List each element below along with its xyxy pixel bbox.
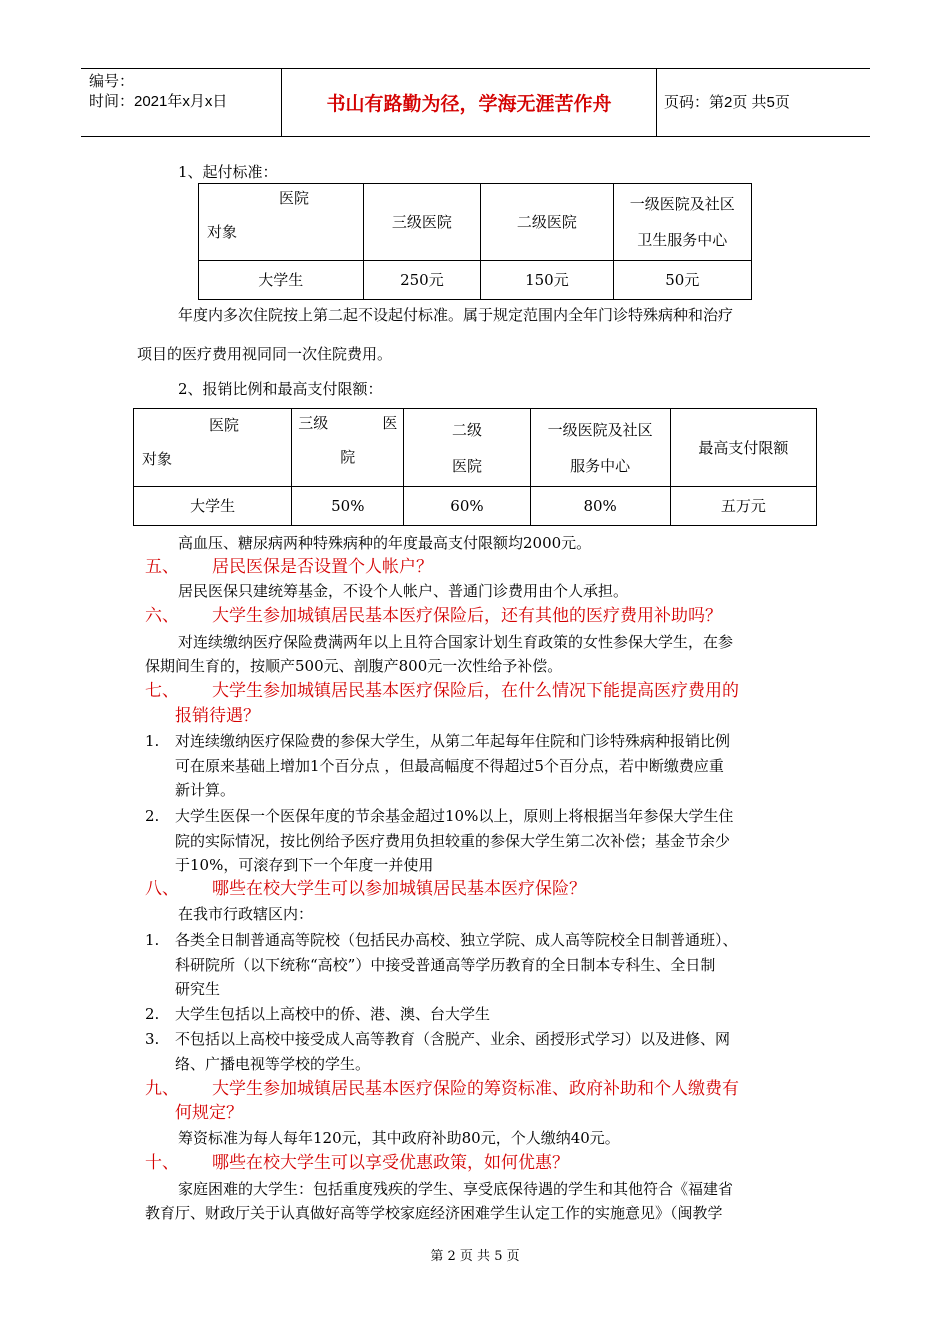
q10-answer-line1: 家庭困难的大学生：包括重度残疾的学生、享受底保待遇的学生和其他符合《福建省 [178, 1180, 734, 1198]
q7-item-2-number: 2. [145, 807, 160, 825]
q5-number: 五、 [145, 557, 179, 577]
table2-cell-tier3: 50% [292, 487, 404, 526]
corner-hospital-label: 医院 [279, 189, 310, 207]
q8-item-2-line1: 大学生包括以上高校中的侨、港、澳、台大学生 [175, 1005, 491, 1023]
table2-col-max: 最高支付限额 [670, 409, 816, 487]
table2-col-tier3-a: 三级 [298, 414, 329, 432]
col-header-tier1 [613, 184, 751, 261]
corner-subject-label: 对象 [207, 223, 238, 241]
q10-answer-line2: 教育厅、财政厅关于认真做好高等学校家庭经济困难学生认定工作的实施意见》（闽教学 [145, 1204, 723, 1222]
q8-item-3-line1: 不包括以上高校中接受成人高等教育（含脱产、业余、函授形式学习）以及进修、网 [175, 1030, 731, 1048]
section2-heading: 2、报销比例和最高支付限额： [178, 380, 383, 398]
table2-col-tier3-c: 院 [340, 448, 356, 466]
q7-item-1-line3: 新计算。 [175, 781, 236, 799]
q8-title: 哪些在校大学生可以参加城镇居民基本医疗保险？ [212, 879, 586, 899]
table2-col-tier1-a: 一级医院及社区 [547, 420, 653, 439]
q9-title-line1: 大学生参加城镇居民基本医疗保险的筹资标准、政府补助和个人缴费有 [212, 1079, 739, 1099]
cell-tier2-value: 150元 [481, 261, 613, 300]
section1-heading: 1、起付标准： [178, 163, 278, 181]
table2-col-tier2-b: 医院 [451, 456, 482, 475]
table2-cell-tier2: 60% [404, 487, 530, 526]
q5-title: 居民医保是否设置个人帐户？ [212, 557, 433, 577]
table2-corner-hospital: 医院 [209, 416, 240, 434]
q6-answer-line1: 对连续缴纳医疗保险费满两年以上且符合国家计划生育政策的女性参保大学生，在参 [178, 633, 734, 651]
header-motto: 书山有路勤为径，学海无涯苦作舟 [326, 93, 612, 115]
table-corner-cell [199, 184, 364, 261]
q6-number: 六、 [145, 606, 179, 626]
q8-item-3-number: 3. [145, 1030, 160, 1048]
deductible-table [198, 183, 752, 300]
q7-item-1-number: 1. [145, 732, 160, 750]
section2-note: 高血压、糖尿病两种特殊病种的年度最高支付限额均2000元。 [178, 534, 592, 552]
q8-item-1-line1: 各类全日制普通高等院校（包括民办高校、独立学院、成人高等院校全日制普通班）、 [175, 931, 738, 949]
page-footer: 第 2 页 共 5 页 [430, 1249, 520, 1264]
q9-answer: 筹资标准为每人每年120元，其中政府补助80元，个人缴纳40元。 [178, 1129, 620, 1147]
q7-item-1-line2: 可在原来基础上增加1个百分点 ，但最高幅度不得超过5个百分点，若中断缴费应重 [175, 757, 724, 775]
col-header-tier1-line2: 卫生服务中心 [637, 231, 728, 249]
q8-item-1-line2: 科研院所（以下统称“高校”）中接受普通高等学历教育的全日制本专科生、全日制 [175, 956, 716, 974]
q7-item-2-line2: 院的实际情况，按比例给予医疗费用负担较重的参保大学生第二次补偿；基金节余少 [175, 832, 731, 850]
q10-number: 十、 [145, 1153, 179, 1173]
table2-row-label: 大学生 [134, 487, 292, 526]
q9-number: 九、 [145, 1079, 179, 1099]
q8-number: 八、 [145, 879, 179, 899]
header-page-number: 页码：第2页 共5页 [664, 94, 790, 111]
section1-note-line2: 项目的医疗费用视同同一次住院费用。 [137, 345, 393, 363]
table2-col-tier2 [404, 409, 530, 487]
reimbursement-table [133, 408, 817, 526]
q8-item-1-line3: 研究生 [175, 980, 221, 998]
table2-col-tier3 [292, 409, 404, 487]
table2-corner-subject: 对象 [142, 450, 173, 468]
q6-answer-line2: 保期间生育的，按顺产500元、剖腹产800元一次性给予补偿。 [145, 657, 563, 675]
table2-cell-tier1: 80% [530, 487, 670, 526]
table2-corner-cell [134, 409, 292, 487]
col-header-tier3: 三级医院 [363, 184, 481, 261]
col-header-tier1-line1: 一级医院及社区 [629, 195, 735, 213]
q8-item-3-line2: 络、广播电视等学校的学生。 [175, 1055, 371, 1073]
header-divider-right [656, 69, 657, 136]
q9-title-line2: 何规定？ [175, 1103, 243, 1123]
table2-col-tier3-b: 医 [382, 414, 398, 432]
section1-note-line1: 年度内多次住院按上第二起不设起付标准。属于规定范围内全年门诊特殊病种和治疗 [178, 306, 734, 324]
header-divider-left [281, 69, 282, 136]
row-label-student: 大学生 [199, 261, 364, 300]
q6-title: 大学生参加城镇居民基本医疗保险后，还有其他的医疗费用补助吗？ [212, 606, 722, 626]
table2-col-tier1-b: 服务中心 [570, 456, 631, 475]
q7-item-2-line3: 于10%，可滚存到下一个年度一并使用 [175, 856, 434, 874]
q8-item-2-number: 2. [145, 1005, 160, 1023]
header-bottom-rule [81, 136, 870, 137]
table2-col-tier1 [530, 409, 670, 487]
table2-col-tier2-a: 二级 [451, 420, 482, 439]
q8-intro: 在我市行政辖区内： [178, 905, 314, 923]
q7-title-line1: 大学生参加城镇居民基本医疗保险后，在什么情况下能提高医疗费用的 [212, 681, 739, 701]
col-header-tier2: 二级医院 [481, 184, 613, 261]
cell-tier3-value: 250元 [363, 261, 481, 300]
header-top-rule [81, 68, 870, 69]
table2-cell-max: 五万元 [670, 487, 816, 526]
cell-tier1-value: 50元 [613, 261, 751, 300]
q7-item-1-line1: 对连续缴纳医疗保险费的参保大学生，从第二年起每年住院和门诊特殊病种报销比例 [175, 732, 731, 750]
q10-title: 哪些在校大学生可以享受优惠政策，如何优惠？ [212, 1153, 569, 1173]
header-serial: 编号： [89, 73, 135, 90]
q8-item-1-number: 1. [145, 931, 160, 949]
header-date: 时间：2021年x月x日 [89, 93, 228, 110]
q7-item-2-line1: 大学生医保一个医保年度的节余基金超过10%以上，原则上将根据当年参保大学生住 [175, 807, 734, 825]
q7-title-line2: 报销待遇？ [175, 706, 260, 726]
q5-answer: 居民医保只建统筹基金，不设个人帐户、普通门诊费用由个人承担。 [178, 582, 629, 600]
q7-number: 七、 [145, 681, 179, 701]
